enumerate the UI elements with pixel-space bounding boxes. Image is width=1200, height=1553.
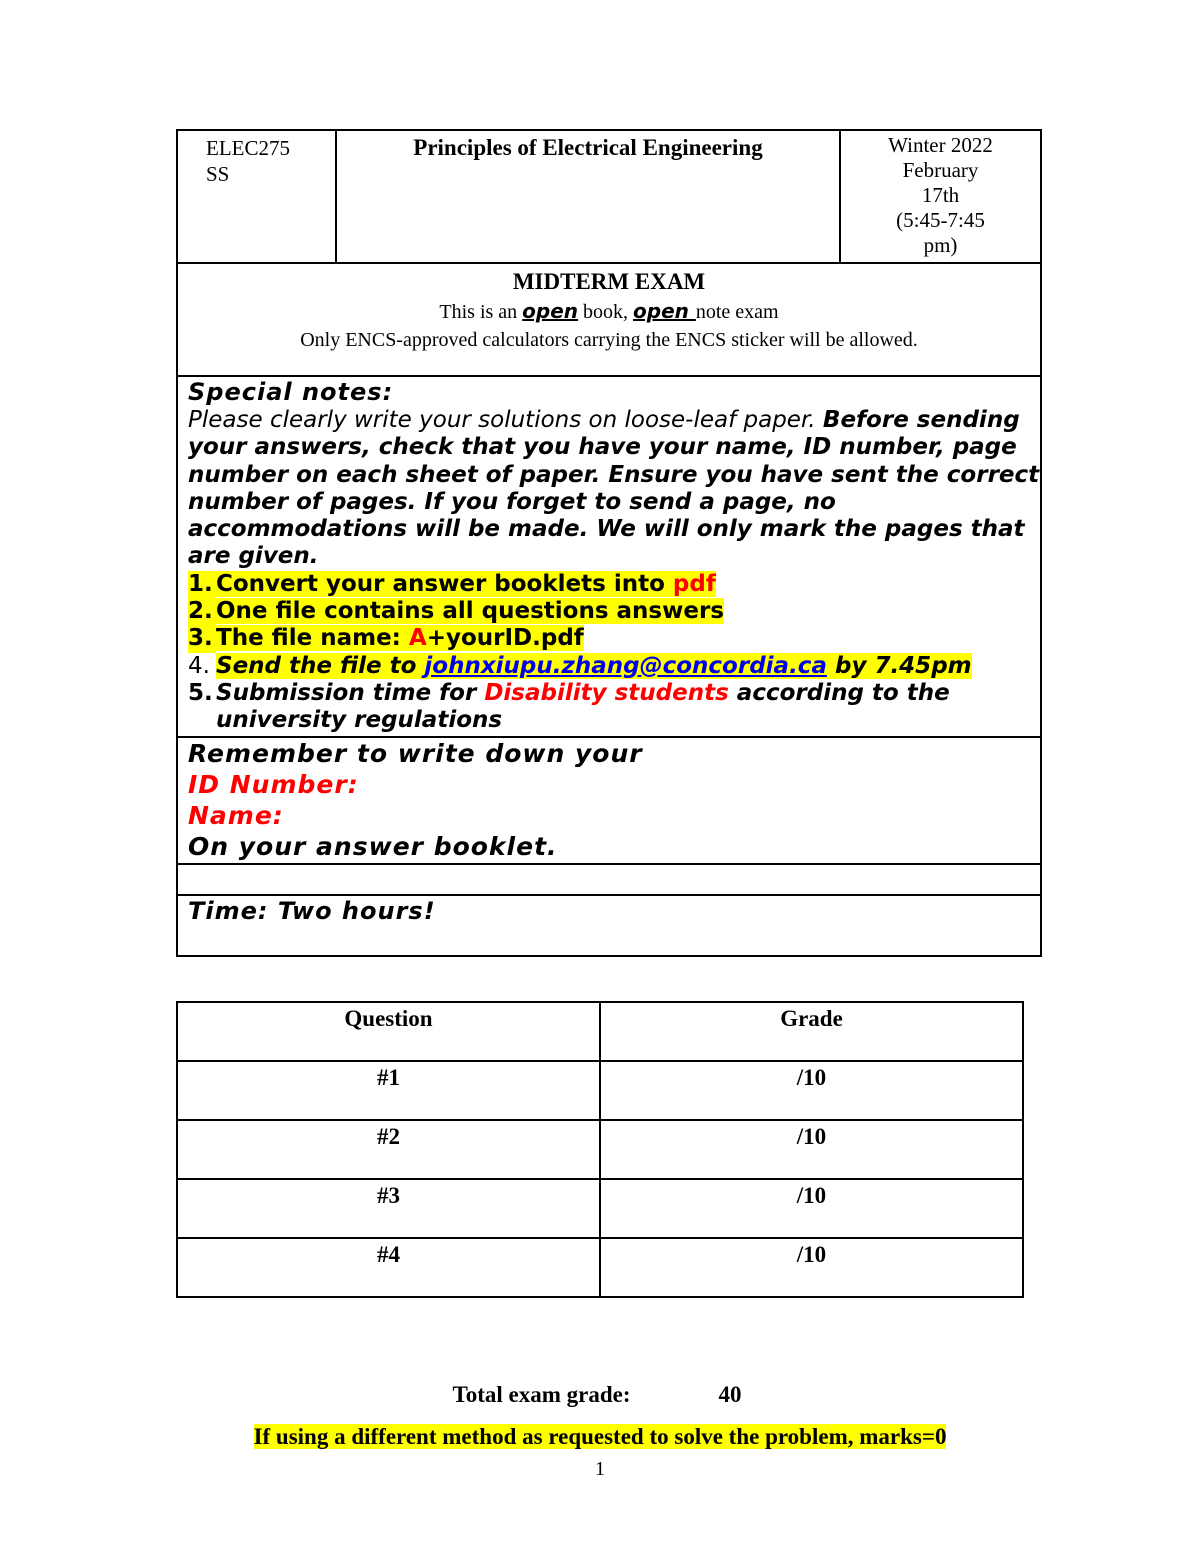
intro-bold: Before sending your answers, check that you have your name, ID number, page number on each sheet of paper. Ensure you have sent the correct number of pages. If you forget to send a page, no accommodations will be made. We will only mark the pages that are given. [188, 407, 1040, 570]
open-book-text: book, [578, 301, 634, 323]
open-emphasis: open [522, 299, 579, 323]
method-warning [0, 1424, 1200, 1450]
grade-cell: /10 [600, 1120, 1023, 1179]
page-number: 1 [595, 1458, 605, 1480]
table-header-row [177, 1002, 1023, 1061]
time-row [178, 896, 1040, 955]
course-code-cell [178, 131, 337, 262]
exam-info-row [178, 264, 1040, 377]
reminder-line: Remember to write down your [188, 739, 643, 768]
instruction-item [188, 625, 1040, 652]
course-code: ELEC275 [206, 136, 290, 160]
grade-cell: /10 [600, 1179, 1023, 1238]
midterm-title: MIDTERM EXAM [512, 269, 706, 294]
exam-header-table [176, 129, 1042, 957]
item-emphasis: A [408, 625, 427, 652]
total-label: Total exam grade: [452, 1382, 631, 1407]
item-number: 3. [188, 625, 216, 652]
total-grade-line [0, 1382, 1200, 1408]
item-text: One file contains all questions answers [216, 598, 724, 625]
item-emphasis: Disability students [484, 679, 729, 706]
item-text: Convert your answer booklets into [216, 570, 673, 597]
item-text: by 7.45pm [826, 652, 972, 679]
date-month: February [902, 158, 979, 182]
special-notes-intro [188, 407, 1040, 571]
table-row [177, 1120, 1023, 1179]
header-row [178, 131, 1040, 264]
reminder-row [178, 738, 1040, 865]
intro-plain: Please clearly write your solutions on loose-leaf paper. [188, 407, 823, 433]
grade-table [176, 1001, 1024, 1298]
item-number: 1. [188, 571, 216, 598]
open-book-text: note exam [695, 301, 779, 323]
question-cell: #4 [177, 1238, 600, 1297]
email-link[interactable]: johnxiupu.zhang@concordia.ca [424, 652, 827, 679]
column-header: Grade [600, 1002, 1023, 1061]
open-emphasis: open [633, 299, 696, 323]
grade-cell: /10 [600, 1238, 1023, 1297]
special-notes-row [178, 377, 1040, 738]
item-text: The file name: [216, 625, 409, 652]
course-title-cell [337, 131, 841, 262]
term: Winter 2022 [888, 133, 993, 157]
instruction-item [188, 680, 1040, 735]
question-cell: #3 [177, 1179, 600, 1238]
instruction-item [188, 653, 1040, 680]
empty-row [178, 865, 1040, 896]
warning-text: If using a different method as requested to solve the problem, marks=0 [253, 1424, 947, 1449]
item-number: 5. [188, 679, 213, 706]
table-row [177, 1179, 1023, 1238]
special-notes-heading: Special notes: [188, 378, 394, 406]
instruction-item [188, 598, 1040, 625]
course-title: Principles of Electrical Engineering [413, 135, 763, 160]
total-value: 40 [718, 1382, 742, 1407]
grade-cell: /10 [600, 1061, 1023, 1120]
reminder-footer: On your answer booklet. [188, 832, 558, 861]
date-day: 17th [921, 183, 960, 207]
time-line1: (5:45-7:45 [896, 208, 985, 232]
name-label: Name: [188, 801, 284, 830]
exam-date-cell [841, 131, 1040, 262]
item-number: 4. [188, 652, 210, 679]
item-text: Submission time for [216, 679, 485, 706]
question-cell: #2 [177, 1120, 600, 1179]
item-number: 2. [188, 598, 216, 625]
table-row [177, 1238, 1023, 1297]
item-text: Send the file to [216, 652, 425, 679]
open-book-line [178, 297, 1040, 326]
course-section: SS [206, 162, 230, 186]
id-number-label: ID Number: [188, 770, 359, 799]
open-book-text: This is an [439, 301, 523, 323]
time-note: Time: Two hours! [188, 897, 436, 925]
table-row [177, 1061, 1023, 1120]
question-cell: #1 [177, 1061, 600, 1120]
item-emphasis: pdf [672, 570, 716, 597]
column-header: Question [177, 1002, 600, 1061]
item-text: according to the university regulations [216, 679, 950, 734]
calculator-note: Only ENCS-approved calculators carrying the ENCS sticker will be allowed. [300, 329, 918, 351]
item-text: +yourID.pdf [426, 625, 584, 652]
instruction-item [188, 571, 1040, 598]
time-line2: pm) [923, 233, 958, 257]
